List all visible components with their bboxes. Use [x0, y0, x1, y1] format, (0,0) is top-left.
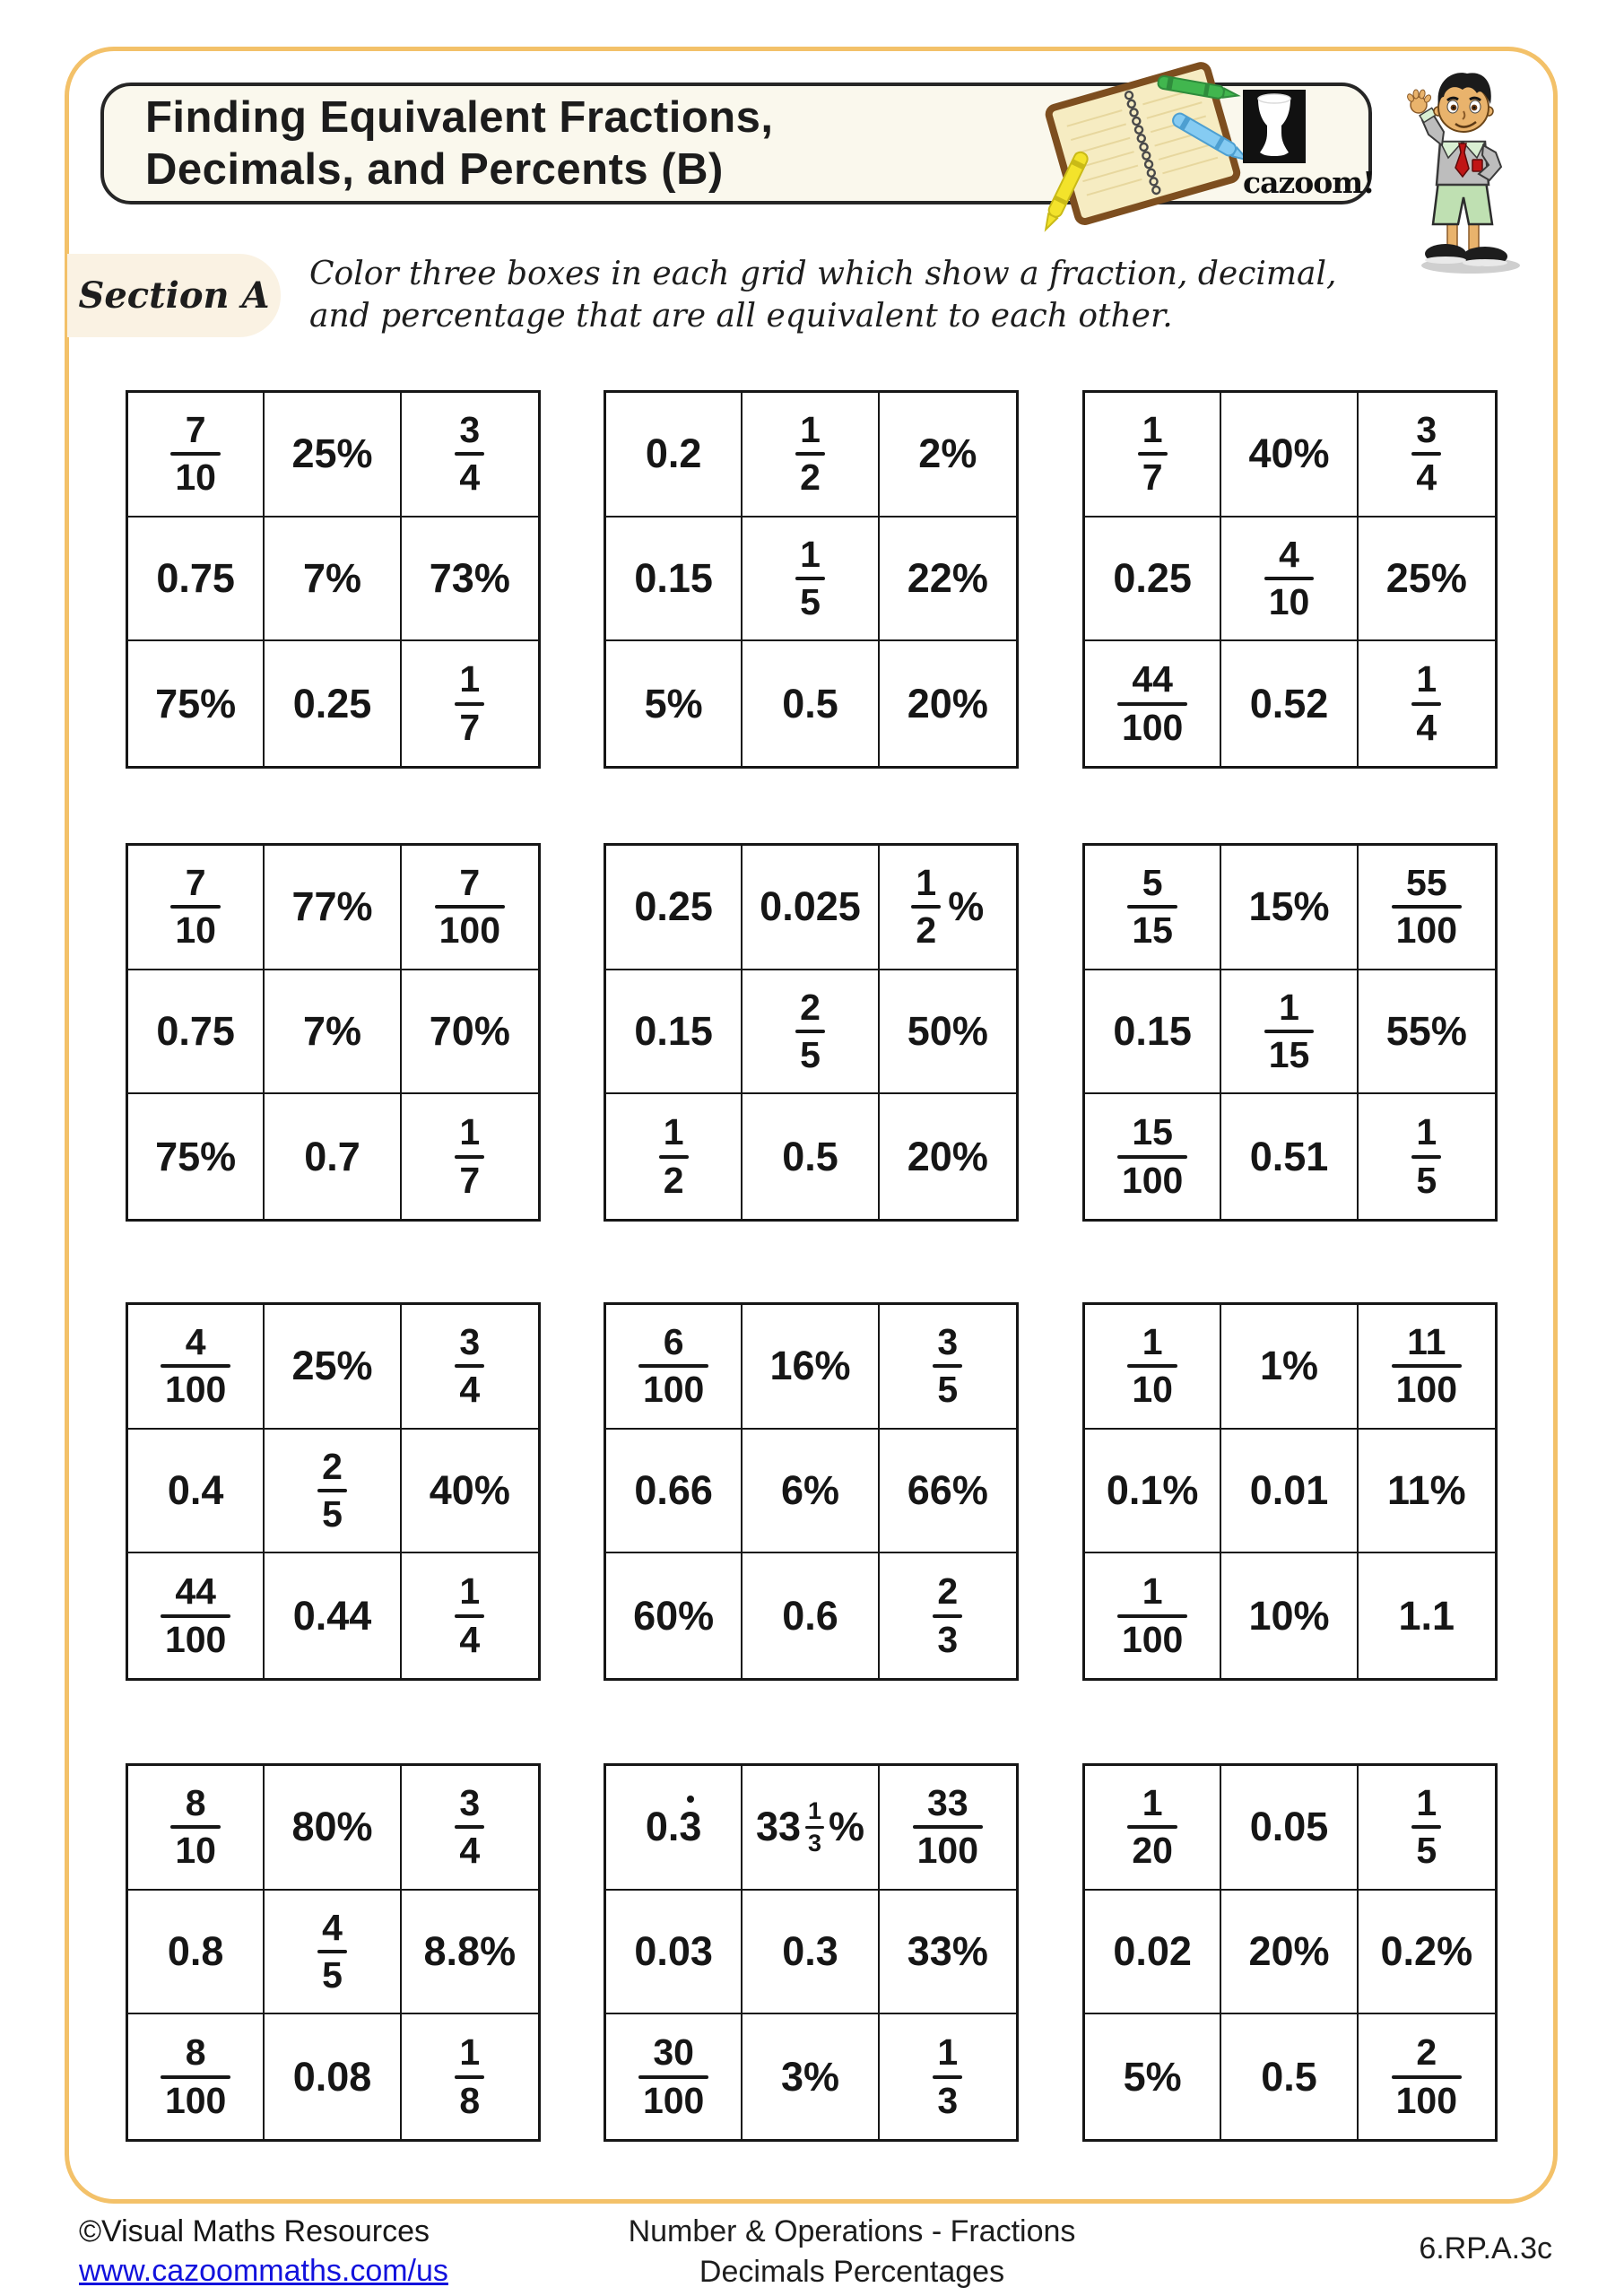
- grid-cell[interactable]: [880, 2014, 1016, 2139]
- student-character-illustration: [1392, 63, 1535, 278]
- grid-cell[interactable]: [880, 517, 1016, 642]
- fraction: $\frac{2}{5}$: [795, 988, 825, 1075]
- grid-cell[interactable]: [606, 1553, 743, 1678]
- cell-value: 0.44: [292, 1592, 372, 1639]
- cazoom-logo: [1243, 90, 1375, 200]
- grid-cell[interactable]: [880, 1766, 1016, 1891]
- fraction: $\frac{44}{100}$: [161, 1572, 230, 1659]
- grid-cell[interactable]: [1221, 641, 1358, 766]
- fraction: $\frac{1}{10}$: [1127, 1323, 1177, 1410]
- grid-cell[interactable]: [402, 1430, 538, 1554]
- cell-value: 25%: [291, 430, 373, 477]
- grid-cell[interactable]: [265, 846, 401, 970]
- fraction: $\frac{15}{100}$: [1117, 1113, 1187, 1200]
- grid-cell[interactable]: [880, 1094, 1016, 1219]
- grid-cell[interactable]: [128, 846, 265, 970]
- cell-value: 0.025: [760, 883, 861, 930]
- section-a-label-text: Section A: [78, 274, 270, 317]
- cell-value: 0.2%: [1380, 1927, 1473, 1974]
- grid-cell[interactable]: [128, 2014, 265, 2139]
- cell-value: 0.51: [1249, 1133, 1329, 1179]
- cell-value: 0.02: [1113, 1927, 1192, 1974]
- cell-value: 0.25: [1113, 554, 1192, 601]
- grid-cell[interactable]: [743, 1553, 879, 1678]
- grid-cell[interactable]: [265, 1305, 401, 1430]
- grid-cell[interactable]: [128, 1305, 265, 1430]
- fraction: $\frac{1}{20}$: [1127, 1784, 1177, 1871]
- grid-cell[interactable]: [1221, 1891, 1358, 2015]
- grid-cell[interactable]: [1221, 846, 1358, 970]
- cell-value: 1%: [1259, 1343, 1319, 1389]
- standard-code: 6.RP.A.3c: [1419, 2231, 1552, 2266]
- cell-value: 25%: [291, 1343, 373, 1389]
- grid-cell[interactable]: [402, 2014, 538, 2139]
- grid-cell[interactable]: [1085, 1553, 1221, 1678]
- grid-cell[interactable]: [1221, 1766, 1358, 1891]
- grid-cell[interactable]: [1359, 393, 1495, 517]
- cell-value: 0.75: [156, 554, 235, 601]
- cell-value: 0.5: [1261, 2053, 1317, 2100]
- grid-cell[interactable]: [743, 1094, 879, 1219]
- grid-cell[interactable]: [1085, 1094, 1221, 1219]
- fraction: $\frac{1}{5}$: [795, 535, 825, 622]
- grid-cell[interactable]: [1359, 1430, 1495, 1554]
- cell-value: 11%: [1387, 1466, 1466, 1513]
- cell-value: 5%: [644, 680, 703, 726]
- grid-cell[interactable]: [265, 517, 401, 642]
- cell-value: 25%: [1385, 554, 1467, 601]
- fraction: $\frac{3}{4}$: [1411, 411, 1441, 498]
- grid-cell[interactable]: [128, 1094, 265, 1219]
- grid-cell[interactable]: [128, 1553, 265, 1678]
- fraction: $\frac{3}{5}$: [933, 1323, 962, 1410]
- cell-value: 0.01: [1249, 1466, 1329, 1513]
- cell-value: 6%: [780, 1466, 840, 1513]
- cell-value: 7%: [302, 554, 362, 601]
- grid-cell[interactable]: [402, 1305, 538, 1430]
- fraction: $\frac{3}{4}$: [455, 1323, 484, 1410]
- grid-cell[interactable]: [402, 970, 538, 1095]
- cell-value: 8.8%: [423, 1927, 517, 1974]
- cell-value: 20%: [907, 680, 988, 726]
- grid-cell[interactable]: [743, 846, 879, 970]
- worksheet-title-line2: Decimals, and Percents (B): [145, 145, 724, 194]
- grid-cell[interactable]: [265, 1094, 401, 1219]
- cell-value: 5%: [1123, 2053, 1182, 2100]
- grid-cell[interactable]: [880, 1553, 1016, 1678]
- fraction: $\frac{1}{7}$: [455, 1113, 484, 1200]
- grid-cell[interactable]: [606, 393, 743, 517]
- grid-4: [126, 843, 541, 1222]
- cazoom-logo-icon: [1243, 90, 1306, 163]
- grid-cell[interactable]: [1221, 1305, 1358, 1430]
- fraction: $\frac{6}{100}$: [638, 1323, 708, 1410]
- cell-value: 40%: [1248, 430, 1330, 477]
- grid-cell[interactable]: [606, 2014, 743, 2139]
- fraction: $\frac{1}{5}$: [1411, 1113, 1441, 1200]
- grid-cell[interactable]: [606, 1430, 743, 1554]
- fraction: $\frac{1}{5}$: [1411, 1784, 1441, 1871]
- cell-value: 73%: [429, 554, 510, 601]
- website-link[interactable]: www.cazoommaths.com/us: [79, 2254, 448, 2288]
- grid-cell[interactable]: [606, 1766, 743, 1891]
- fraction: $\frac{3}{4}$: [455, 1784, 484, 1871]
- grid-cell[interactable]: [128, 393, 265, 517]
- footer-center: [629, 2212, 1076, 2292]
- grid-cell[interactable]: [606, 846, 743, 970]
- fraction: $\frac{1}{2}$: [911, 864, 941, 951]
- cell-value: 0.4: [167, 1466, 224, 1513]
- grid-2: [604, 390, 1019, 769]
- cell-value: 55%: [1385, 1007, 1467, 1054]
- grid-cell[interactable]: [1085, 2014, 1221, 2139]
- fraction: $\frac{44}{100}$: [1117, 660, 1187, 747]
- section-a-label: [67, 254, 281, 337]
- grid-cell[interactable]: [1221, 2014, 1358, 2139]
- grid-cell[interactable]: [265, 1766, 401, 1891]
- grid-cell[interactable]: [265, 641, 401, 766]
- grid-cell[interactable]: [1085, 846, 1221, 970]
- grid-cell[interactable]: [880, 1891, 1016, 2015]
- grid-cell[interactable]: [743, 1766, 879, 1891]
- grid-cell[interactable]: [880, 970, 1016, 1095]
- fraction: $\frac{1}{4}$: [455, 1572, 484, 1659]
- grid-cell[interactable]: [606, 1094, 743, 1219]
- grid-cell[interactable]: [402, 641, 538, 766]
- fraction: $\frac{2}{3}$: [933, 1572, 962, 1659]
- worksheet-title-line1: Finding Equivalent Fractions,: [145, 93, 774, 142]
- copyright-text: ©Visual Maths Resources: [79, 2214, 430, 2248]
- grid-9: [1082, 1302, 1498, 1681]
- fraction: $\frac{8}{100}$: [161, 2033, 230, 2120]
- grid-cell[interactable]: [1359, 846, 1495, 970]
- grid-cell[interactable]: [1359, 1305, 1495, 1430]
- cell-value: 2%: [918, 430, 977, 477]
- fraction: $\frac{33}{100}$: [913, 1784, 983, 1871]
- grid-cell[interactable]: [606, 970, 743, 1095]
- grid-cell[interactable]: [265, 393, 401, 517]
- cell-value: 7%: [302, 1007, 362, 1054]
- grid-cell[interactable]: [880, 1430, 1016, 1554]
- grid-cell[interactable]: [402, 517, 538, 642]
- cell-value: 0.52: [1249, 680, 1329, 726]
- cell-value: 0.1%: [1106, 1466, 1199, 1513]
- grid-cell[interactable]: [265, 1553, 401, 1678]
- fraction: $\frac{2}{100}$: [1392, 2033, 1462, 2120]
- fraction: $\frac{4}{10}$: [1264, 535, 1315, 622]
- grid-cell[interactable]: [1085, 970, 1221, 1095]
- grid-cell[interactable]: [1359, 1766, 1495, 1891]
- grid-cell[interactable]: [743, 1430, 879, 1554]
- grid-cell[interactable]: [128, 517, 265, 642]
- instruction-line1: Color three boxes in each grid which show a fraction, decimal,: [309, 256, 1337, 292]
- cell-value: 40%: [429, 1466, 510, 1513]
- instruction-line2: and percentage that are all equivalent to each other.: [309, 298, 1173, 335]
- fraction: $\frac{1}{4}$: [1411, 660, 1441, 747]
- grid-6: [1082, 843, 1498, 1222]
- grid-cell[interactable]: [880, 393, 1016, 517]
- notebook-illustration: [1027, 56, 1269, 235]
- cazoom-logo-text: cazoom!: [1243, 165, 1375, 200]
- cell-value: 75%: [155, 1133, 237, 1179]
- cell-value: 0.25: [634, 883, 713, 930]
- footer-left: [79, 2212, 448, 2291]
- grid-cell[interactable]: [265, 2014, 401, 2139]
- grid-cell[interactable]: [1085, 393, 1221, 517]
- cell-value: 20%: [907, 1133, 988, 1179]
- grid-1: [126, 390, 541, 769]
- grid-cell[interactable]: [128, 1766, 265, 1891]
- grid-cell[interactable]: [1221, 970, 1358, 1095]
- grid-cell[interactable]: [1085, 1766, 1221, 1891]
- grid-cell[interactable]: [402, 1094, 538, 1219]
- grid-cell[interactable]: [1359, 641, 1495, 766]
- cell-value: 0.25: [292, 680, 372, 726]
- fraction: $\frac{1}{15}$: [1264, 988, 1315, 1075]
- grid-cell[interactable]: [265, 1430, 401, 1554]
- grid-cell[interactable]: [743, 970, 879, 1095]
- grid-8: [604, 1302, 1019, 1681]
- grid-cell[interactable]: [606, 1891, 743, 2015]
- grid-cell[interactable]: [1085, 1430, 1221, 1554]
- footer-topic-line2: Decimals Percentages: [699, 2255, 1005, 2289]
- cell-value: 0.7: [304, 1133, 360, 1179]
- cell-value: 0.75: [156, 1007, 235, 1054]
- grid-cell[interactable]: [1221, 1430, 1358, 1554]
- cell-value: 16%: [769, 1343, 851, 1389]
- grid-3: [1082, 390, 1498, 769]
- cell-value: 50%: [907, 1007, 988, 1054]
- grid-cell[interactable]: [743, 1305, 879, 1430]
- grid-cell[interactable]: [1221, 393, 1358, 517]
- fraction: $\frac{2}{5}$: [317, 1448, 347, 1535]
- cell-value: 70%: [429, 1007, 510, 1054]
- cell-value: 0.15: [634, 1007, 713, 1054]
- cell-value: 0.8: [167, 1927, 224, 1974]
- grid-cell[interactable]: [743, 393, 879, 517]
- grid-5: [604, 843, 1019, 1222]
- grid-cell[interactable]: [880, 846, 1016, 970]
- cell-value: 77%: [291, 883, 373, 930]
- cell-value: 0.03: [634, 1927, 713, 1974]
- footer-topic-line1: Number & Operations - Fractions: [628, 2214, 1076, 2248]
- grid-cell[interactable]: [402, 846, 538, 970]
- cell-value: 0.66: [634, 1466, 713, 1513]
- grid-cell[interactable]: [1359, 1094, 1495, 1219]
- cell-value: 15%: [1248, 883, 1330, 930]
- grid-cell[interactable]: [128, 970, 265, 1095]
- grid-cell[interactable]: [1221, 1094, 1358, 1219]
- grid-cell[interactable]: [880, 641, 1016, 766]
- cell-value: 66%: [907, 1466, 988, 1513]
- grid-cell[interactable]: [1085, 641, 1221, 766]
- grid-cell[interactable]: [606, 641, 743, 766]
- cell-value: 0.3: [782, 1927, 838, 1974]
- cell-value: 75%: [155, 680, 237, 726]
- grid-cell[interactable]: [1359, 970, 1495, 1095]
- cell-value: 0.15: [1113, 1007, 1192, 1054]
- grid-cell[interactable]: [402, 393, 538, 517]
- grid-cell[interactable]: [1359, 517, 1495, 642]
- grid-cell[interactable]: [1085, 1891, 1221, 2015]
- fraction: $\frac{1}{2}$: [795, 411, 825, 498]
- grid-cell[interactable]: [1085, 1305, 1221, 1430]
- cell-value: 33%: [907, 1927, 988, 1974]
- fraction: $\frac{7}{10}$: [170, 411, 221, 498]
- cell-value: 22%: [907, 554, 988, 601]
- grid-cell[interactable]: [128, 1430, 265, 1554]
- cell-value: 3%: [780, 2053, 840, 2100]
- grid-cell[interactable]: [743, 641, 879, 766]
- cell-value: 0.2: [645, 430, 702, 477]
- grid-cell[interactable]: [402, 1553, 538, 1678]
- section-a-instructions: [309, 253, 1336, 337]
- mixed-number: 33 $\frac{1}{3}$ %: [755, 1797, 865, 1857]
- grid-cell[interactable]: [128, 1891, 265, 2015]
- cell-value: 0.08: [292, 2053, 372, 2100]
- cell-value: 10%: [1248, 1592, 1330, 1639]
- grid-cell[interactable]: [402, 1891, 538, 2015]
- grid-cell[interactable]: [743, 2014, 879, 2139]
- fraction: $\frac{4}{5}$: [317, 1909, 347, 1996]
- fraction: $\frac{55}{100}$: [1392, 864, 1462, 951]
- fraction: $\frac{7}{100}$: [435, 864, 505, 951]
- cell-value: 0.05: [1249, 1804, 1329, 1850]
- grid-cell[interactable]: [265, 970, 401, 1095]
- cell-value: 20%: [1248, 1927, 1330, 1974]
- fraction: $\frac{1}{7}$: [455, 660, 484, 747]
- cell-value: 0.15: [634, 554, 713, 601]
- grid-cell[interactable]: [1085, 517, 1221, 642]
- grid-cell[interactable]: [1221, 1553, 1358, 1678]
- fraction: $\frac{1}{100}$: [1117, 1572, 1187, 1659]
- fraction: $\frac{4}{100}$: [161, 1323, 230, 1410]
- cell-value: 1.1: [1398, 1592, 1455, 1639]
- grid-10: [126, 1763, 541, 2142]
- percent-sign: %: [948, 883, 985, 930]
- cell-value: 60%: [633, 1592, 715, 1639]
- grid-cell[interactable]: [606, 1305, 743, 1430]
- fraction: $\frac{1}{8}$: [455, 2033, 484, 2120]
- fraction: $\frac{1}{3}$: [933, 2033, 962, 2120]
- fraction: $\frac{1}{7}$: [1138, 411, 1168, 498]
- grid-cell[interactable]: [880, 1305, 1016, 1430]
- fraction: $\frac{5}{15}$: [1127, 864, 1177, 951]
- cell-value: 80%: [291, 1804, 373, 1850]
- grid-11: [604, 1763, 1019, 2142]
- grid-cell[interactable]: [402, 1766, 538, 1891]
- fraction: $\frac{11}{100}$: [1392, 1323, 1462, 1410]
- grid-cell[interactable]: [128, 641, 265, 766]
- grid-7: [126, 1302, 541, 1681]
- grid-cell[interactable]: [743, 1891, 879, 2015]
- grid-12: [1082, 1763, 1498, 2142]
- grid-cell[interactable]: [743, 517, 879, 642]
- fraction: $\frac{3}{4}$: [455, 411, 484, 498]
- grid-cell[interactable]: [1359, 1553, 1495, 1678]
- fraction: $\frac{8}{10}$: [170, 1784, 221, 1871]
- grid-cell[interactable]: [1359, 2014, 1495, 2139]
- fraction: $\frac{30}{100}$: [638, 2033, 708, 2120]
- grid-cell[interactable]: [606, 517, 743, 642]
- cell-value: 0.6: [782, 1592, 838, 1639]
- recurring-decimal: 0.3: [645, 1804, 702, 1850]
- grid-cell[interactable]: [1221, 517, 1358, 642]
- cell-value: 0.5: [782, 1133, 838, 1179]
- fraction: $\frac{1}{3}$: [805, 1798, 824, 1856]
- fraction: $\frac{1}{2}$: [659, 1113, 689, 1200]
- grid-cell[interactable]: [265, 1891, 401, 2015]
- grid-cell[interactable]: [1359, 1891, 1495, 2015]
- cell-value: 0.5: [782, 680, 838, 726]
- fraction: $\frac{7}{10}$: [170, 864, 221, 951]
